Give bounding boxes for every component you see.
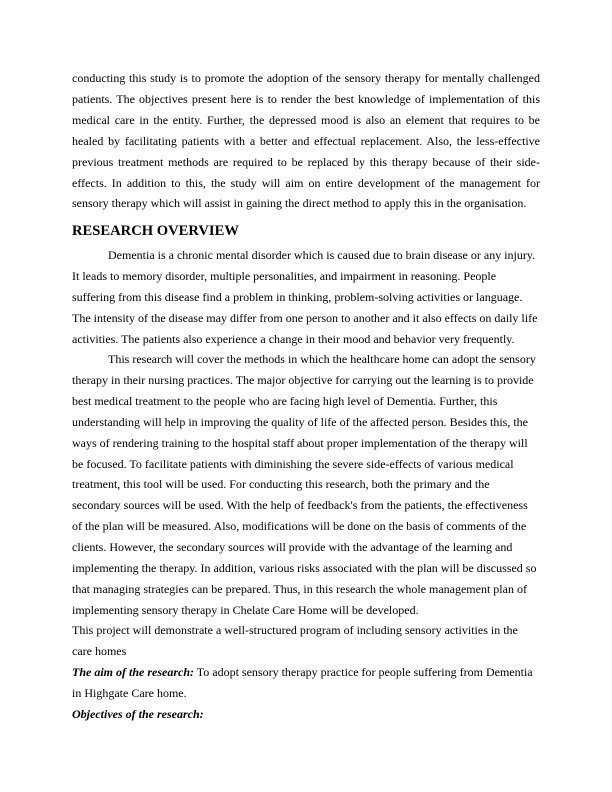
aim-label: The aim of the research: [72, 665, 194, 679]
intro-paragraph: conducting this study is to promote the adoption of the sensory therapy for mentally challenged patients. The objectives present here is to render the best knowledge of implementation of this medical care in the entity. Further, the depressed mood is also an element that requires to be healed by facilitating patients with a better and effectual replacement. Also, the less-effective previous treatment methods are required to be replaced by this therapy because of their side-effects. In addition to this, the study will aim on entire development of the management for sensory therapy which will assist in gaining the direct method to apply this in the organisation. [72, 71, 540, 211]
aim-paragraph [72, 662, 540, 704]
objectives-label: Objectives of the research: [72, 707, 204, 721]
aim-text: To adopt sensory therapy practice for people suffering from Dementia in Highgate Care home. [72, 665, 533, 700]
objectives-paragraph [72, 704, 540, 725]
section-heading: RESEARCH OVERVIEW [72, 223, 239, 239]
overview-paragraph-1: Dementia is a chronic mental disorder which is caused due to brain disease or any injury. It leads to memory disorder, multiple personalities, and impairment in reasoning. People suffering from this disease find a problem in thinking, problem-solving activities or language. The intensity of the disease may differ from one person to another and it also effects on daily life activities. The patients also experience a change in their mood and behavior very frequently. [72, 248, 538, 346]
project-paragraph: This project will demonstrate a well-structured program of including sensory activities in the care homes [72, 623, 518, 658]
overview-paragraph-2: This research will cover the methods in which the healthcare home can adopt the sensory therapy in their nursing practices. The major objective for carrying out the learning is to provide best medical treatment to the people who are facing high level of Dementia. Further, this understanding will help in improving the quality of life of the affected person. Besides this, the ways of rendering training to the hospital staff about proper implementation of the therapy will be focused. To facilitate patients with diminishing the severe side-effects of various medical treatment, this tool will be used. For conducting this research, both the primary and the secondary sources will be used. With the help of feedback's from the patients, the effectiveness of the plan will be measured. Also, modifications will be done on the basis of comments of the clients. However, the secondary sources will provide with the advantage of the learning and implementing the therapy. In addition, various risks associated with the plan will be discussed so that managing strategies can be prepared. Thus, in this research the whole management plan of implementing sensory therapy in Chelate Care Home will be developed. [72, 352, 537, 617]
